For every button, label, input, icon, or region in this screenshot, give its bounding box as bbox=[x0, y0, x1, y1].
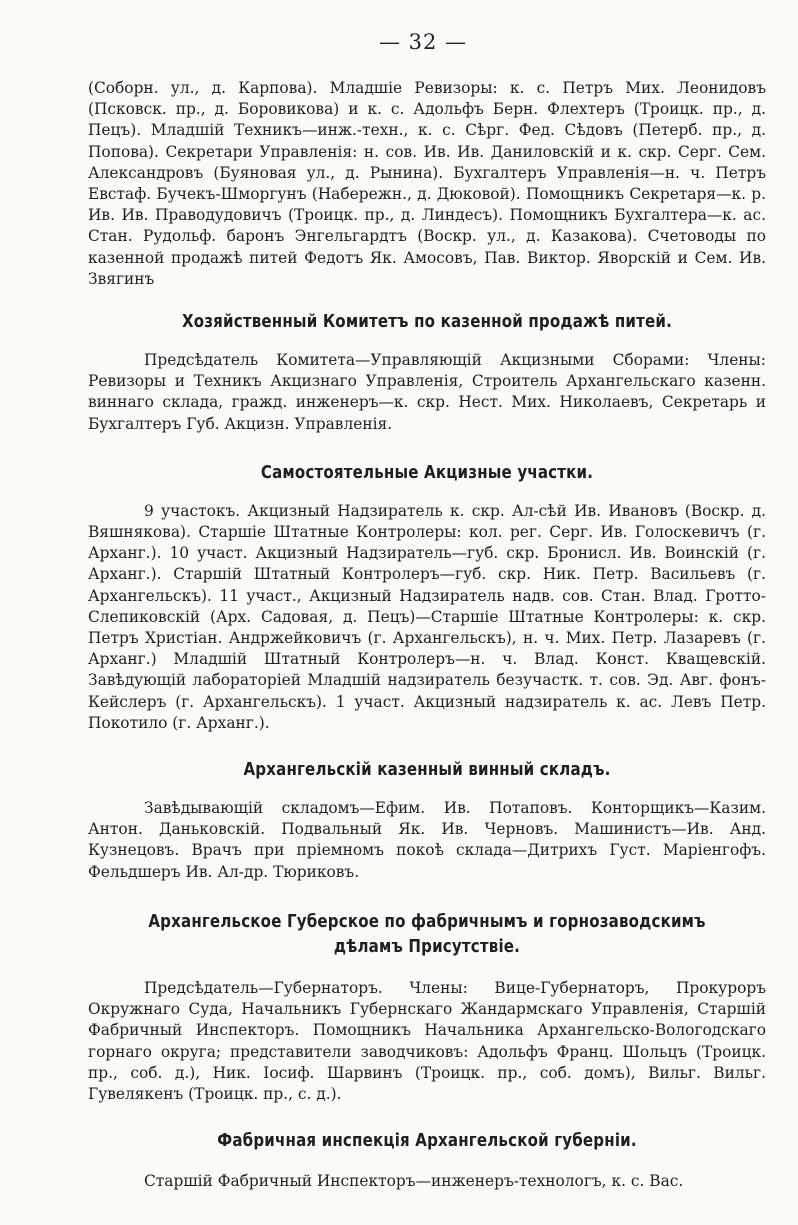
page-number: — 32 — bbox=[378, 30, 468, 54]
paragraph-wine-warehouse: Завѣдывающій складомъ—Ефим. Ив. Потаповъ. Конторщикъ—Казим. Антон. Даньковскій. Подвальный Як. Ив. Черновъ. Машинистъ—Ив. Анд. Кузнецовъ. Врачъ при пріемномъ покоѣ склада—Дитрихъ Густ. Маріенгофъ. Фельдшеръ Ив. Ал-др. Тюриковъ. bbox=[88, 799, 766, 881]
heading-factory-inspection: Фабричная инспекція Архангельской губерніи. bbox=[217, 1131, 637, 1152]
heading-excise-districts: Самостоятельные Акцизные участки. bbox=[260, 462, 594, 483]
heading-economic-committee: Хозяйственный Комитетъ по казенной продажѣ питей. bbox=[181, 312, 673, 333]
heading-factory-presence-line2: дѣламъ Присутствіе. bbox=[333, 936, 521, 957]
paragraph-factory-presence: Предсѣдатель—Губернаторъ. Члены: Вице-Губернаторъ, Прокуроръ Окружнаго Суда, Начальникъ Губернскаго Жандармскаго Управленія, Старшій Фабричный Инспекторъ. Помощникъ Начальника Архангельско-Вологодскаго горнаго округа; представители заводчиковъ: Адольфъ Франц. Шольцъ (Троицк. пр., соб. д.), Ник. Іосиф. Шарвинъ (Троицк. пр., соб. домъ), Вильг. Вильг. Гувелякенъ (Троицк. пр., с. д.). bbox=[88, 978, 766, 1103]
paragraph-economic-committee: Предсѣдатель Комитета—Управляющій Акцизными Сборами: Члены: Ревизоры и Техникъ Акцизнаго Управленія, Строитель Архангельскаго казенн. виннаго склада, гражд. инженеръ—к. скр. Нест. Мих. Николаевъ, Секретарь и Бухгалтеръ Губ. Акцизн. Управленія. bbox=[88, 351, 766, 433]
heading-wine-warehouse: Архангельскій казенный винный складъ. bbox=[243, 760, 611, 781]
paragraph-factory-inspection: Старшій Фабричный Инспекторъ—инженеръ-технологъ, к. с. Вас. bbox=[144, 1172, 684, 1191]
paragraph-excise-districts: 9 участокъ. Акцизный Надзиратель к. скр. Ал-сѣй Ив. Ивановъ (Воскр. д. Вяшнякова). Старшіе Штатные Контролеры: кол. рег. Серг. Ив. Голоскевичъ (г. Арханг.). 10 участ. Акцизный Надзиратель—губ. скр. Бронисл. Ив. Воинскій (г. Арханг.). Старшій Штатный Контролеръ—губ. скр. Ник. Петр. Васильевъ (г. Архангельскъ). 11 участ., Акцизный Надзиратель надв. сов. Стан. Влад. Гротто-Слепиковскій (Арх. Садовая, д. Пецъ)—Старшіе Штатные Контролеры: к. скр. Петръ Христіан. Андржейковичъ (г. Архангельскъ), н. ч. Мих. Петр. Лазаревъ (г. Арханг.) Младшій Штатный Контролеръ—н. ч. Влад. Конст. Кващевскій. Завѣдующій лабораторіей Младшій надзиратель безучастк. т. сов. Эд. Авг. фонъ-Кейслеръ (г. Архангельскъ). 1 участ. Акцизный надзиратель к. ас. Левъ Петр. Покотило (г. Арханг.). bbox=[88, 501, 766, 732]
paragraph-excise-staff: (Соборн. ул., д. Карпова). Младшіе Ревизоры: к. с. Петръ Мих. Леонидовъ (Псковск. пр., д. Боровикова) и к. с. Адольфъ Берн. Флехтеръ (Троицк. пр., д. Пецъ). Младшій Техникъ—инж.-техн., к. с. Сѣрг. Фед. Сѣдовъ (Петерб. пр., д. Попова). Секретари Управленія: н. сов. Ив. Ив. Даниловскій и к. скр. Серг. Сем. Александровъ (Буяновая ул., д. Рынина). Бухгалтеръ Управленія—н. ч. Петръ Евстаф. Бучекъ-Шморгунъ (Набережн., д. Дюковой). Помощникъ Секретаря—к. р. Ив. Ив. Праводудовичъ (Троицк. пр., д. Линдесъ). Помощникъ Бухгалтера—к. ас. Стан. Рудольф. баронъ Энгельгардтъ (Воскр. ул., д. Казакова). Счетоводы по казенной продажѣ питей Федотъ Як. Амосовъ, Пав. Виктор. Яворскій и Сем. Ив. Звягинъ bbox=[88, 79, 766, 288]
heading-factory-presence-line1: Архангельское Губерское по фабричнымъ и горнозаводскимъ bbox=[148, 911, 706, 932]
heading-factory-presence bbox=[135, 910, 718, 960]
